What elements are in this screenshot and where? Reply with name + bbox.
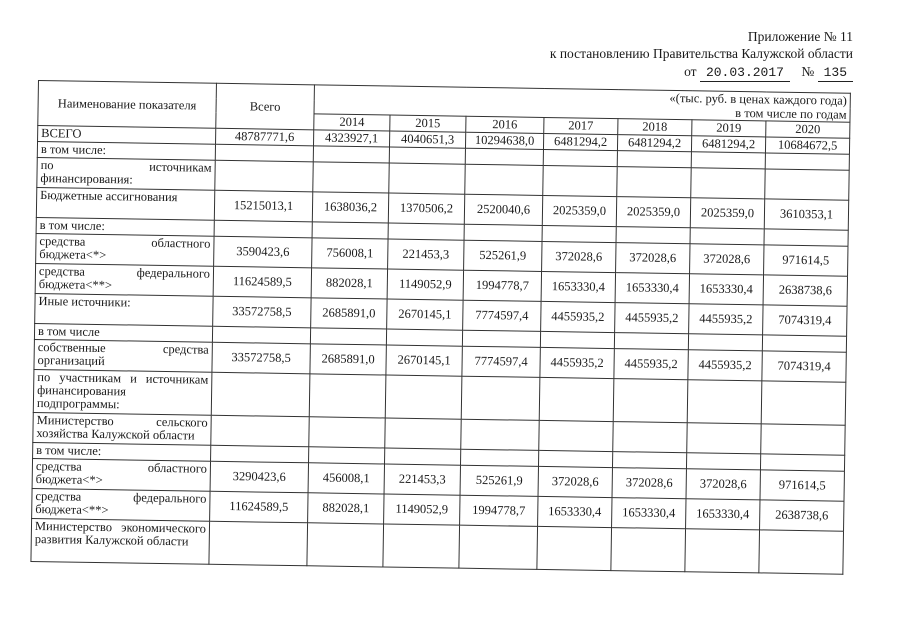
- row-label: средства федерального бюджета<**>: [35, 263, 213, 296]
- year-value-cell: 2025359,0: [616, 197, 690, 228]
- year-value-cell: 6481294,2: [543, 133, 617, 150]
- year-value-cell: [687, 423, 761, 454]
- row-label: по участникам и источникам финансирования подпрограммы:: [33, 369, 212, 415]
- year-header-cell: 2015: [390, 115, 466, 132]
- year-value-cell: [616, 227, 690, 244]
- year-value-cell: 1653330,4: [612, 498, 686, 529]
- year-value-cell: [383, 524, 460, 568]
- appendix-date: 20.03.2017: [700, 64, 790, 82]
- number-prefix: №: [801, 64, 815, 79]
- total-cell: 15215013,1: [214, 190, 312, 222]
- total-cell: [211, 372, 310, 417]
- year-value-cell: 372028,6: [542, 241, 616, 272]
- year-value-cell: [465, 164, 543, 195]
- year-value-cell: 1653330,4: [615, 273, 689, 304]
- total-cell: [215, 144, 313, 162]
- year-value-cell: 4455935,2: [614, 349, 688, 380]
- row-label: Иные источники:: [35, 293, 213, 326]
- financing-table: [30, 80, 851, 575]
- year-value-cell: 6481294,2: [691, 136, 765, 153]
- year-value-cell: 2670145,1: [387, 299, 463, 330]
- total-cell: 3290423,6: [210, 461, 308, 493]
- total-cell: 48787771,6: [216, 128, 314, 146]
- total-cell: [209, 521, 308, 566]
- appendix-number: 135: [818, 64, 853, 82]
- year-value-cell: 2638738,6: [763, 275, 848, 306]
- by-years-label: в том числе по годам: [314, 100, 850, 122]
- year-value-cell: 372028,6: [612, 468, 686, 499]
- year-value-cell: 7774597,4: [463, 300, 541, 331]
- year-value-cell: 2685891,0: [311, 298, 387, 329]
- year-value-cell: [691, 152, 765, 169]
- row-label: Министерство сельского хозяйства Калужской области: [33, 412, 211, 445]
- year-value-cell: [687, 380, 762, 424]
- year-value-cell: [386, 329, 462, 346]
- year-value-cell: [538, 450, 612, 467]
- year-value-cell: [307, 523, 384, 567]
- appendix-dateline: [550, 63, 853, 82]
- year-value-cell: [539, 420, 613, 451]
- year-header-cell: 2020: [766, 121, 850, 138]
- year-value-cell: [389, 163, 465, 194]
- year-value-cell: [543, 165, 617, 196]
- row-label: в том числе: [34, 323, 212, 342]
- year-value-cell: 7074319,4: [762, 351, 847, 382]
- total-cell: 3590423,6: [214, 236, 312, 268]
- year-value-cell: 1149052,9: [387, 269, 463, 300]
- year-value-cell: 525261,9: [464, 240, 542, 271]
- row-label: в том числе:: [36, 217, 214, 236]
- year-value-cell: 1994778,7: [460, 495, 538, 526]
- year-header-cell: 2019: [692, 120, 766, 137]
- year-header-cell: 2016: [466, 116, 544, 133]
- year-value-cell: [309, 417, 385, 448]
- year-value-cell: [617, 151, 691, 168]
- year-value-cell: [385, 418, 461, 449]
- year-value-cell: 4455935,2: [541, 301, 615, 332]
- year-value-cell: [762, 335, 846, 352]
- year-value-cell: [613, 379, 688, 423]
- year-value-cell: [761, 424, 846, 455]
- year-value-cell: [759, 530, 844, 574]
- year-value-cell: 1653330,4: [689, 274, 763, 305]
- year-value-cell: [613, 422, 687, 453]
- year-value-cell: [690, 228, 764, 245]
- year-value-cell: 525261,9: [460, 465, 538, 496]
- year-value-cell: [612, 452, 686, 469]
- year-header-cell: 2018: [618, 119, 692, 136]
- date-prefix: от: [684, 64, 697, 79]
- row-label: в том числе:: [37, 142, 215, 161]
- table-body: [31, 126, 850, 575]
- year-value-cell: 1653330,4: [538, 496, 612, 527]
- year-value-cell: 221453,3: [384, 464, 460, 495]
- year-value-cell: 6481294,2: [617, 135, 691, 152]
- year-value-cell: [385, 375, 462, 419]
- total-cell: 33572758,5: [213, 296, 311, 328]
- appendix-header: [550, 28, 853, 82]
- year-value-cell: 2685891,0: [310, 344, 386, 375]
- year-value-cell: 1370506,2: [388, 193, 464, 224]
- row-label: в том числе:: [33, 442, 211, 461]
- total-cell: 11624589,5: [213, 266, 311, 298]
- year-value-cell: 2670145,1: [386, 345, 462, 376]
- year-value-cell: 372028,6: [538, 466, 612, 497]
- year-value-cell: 4040651,3: [389, 131, 465, 148]
- year-header-cell: 2017: [544, 117, 618, 134]
- total-cell: [215, 160, 313, 192]
- year-value-cell: 372028,6: [616, 243, 690, 274]
- year-value-cell: [464, 224, 542, 241]
- year-value-cell: 372028,6: [690, 244, 764, 275]
- year-value-cell: [540, 331, 614, 348]
- row-label: собственные средства организаций: [34, 339, 212, 372]
- year-header-cell: 2014: [314, 114, 390, 131]
- year-value-cell: 882028,1: [308, 493, 384, 524]
- year-value-cell: [765, 169, 850, 200]
- year-value-cell: [761, 381, 846, 425]
- year-value-cell: 971614,5: [760, 470, 845, 501]
- year-value-cell: 756008,1: [312, 238, 388, 269]
- total-cell: 33572758,5: [212, 342, 310, 374]
- year-value-cell: 1638036,2: [312, 192, 388, 223]
- year-value-cell: [310, 328, 386, 345]
- year-value-cell: [537, 526, 612, 570]
- year-value-cell: [385, 448, 461, 465]
- year-value-cell: 1653330,4: [541, 271, 615, 302]
- year-value-cell: 882028,1: [311, 268, 387, 299]
- total-cell: [211, 445, 309, 463]
- year-value-cell: 4455935,2: [688, 350, 762, 381]
- year-value-cell: [685, 529, 760, 573]
- year-value-cell: [691, 168, 765, 199]
- year-value-cell: 2025359,0: [690, 198, 764, 229]
- year-value-cell: [389, 147, 465, 164]
- year-value-cell: 971614,5: [764, 245, 849, 276]
- year-value-cell: [388, 223, 464, 240]
- year-value-cell: 4455935,2: [615, 303, 689, 334]
- header-name-cell: Наименование показателя: [38, 81, 217, 129]
- year-value-cell: [688, 334, 762, 351]
- row-label: Министерство экономического развития Калужской области: [31, 518, 210, 564]
- year-value-cell: 4323927,1: [313, 130, 389, 147]
- appendix-title: Приложение № 11: [747, 29, 853, 44]
- year-value-cell: 7074319,4: [763, 305, 848, 336]
- year-value-cell: [760, 454, 844, 471]
- year-value-cell: [465, 148, 543, 165]
- year-value-cell: [765, 153, 849, 170]
- year-value-cell: [617, 167, 691, 198]
- year-value-cell: [539, 377, 614, 421]
- year-value-cell: 10684672,5: [765, 137, 849, 154]
- year-value-cell: 4455935,2: [540, 347, 614, 378]
- year-value-cell: 10294638,0: [465, 132, 543, 149]
- year-value-cell: [686, 453, 760, 470]
- year-value-cell: [461, 449, 539, 466]
- row-label: средства областного бюджета<*>: [36, 233, 214, 266]
- year-value-cell: 3610353,1: [764, 199, 849, 230]
- year-value-cell: 2638738,6: [760, 500, 845, 531]
- year-value-cell: [461, 376, 540, 420]
- year-value-cell: 7774597,4: [462, 346, 540, 377]
- total-cell: 11624589,5: [210, 491, 308, 523]
- year-value-cell: [312, 222, 388, 239]
- year-value-cell: 1149052,9: [384, 494, 460, 525]
- unit-note: «(тыс. руб. в ценах каждого года): [314, 85, 850, 109]
- year-value-cell: [611, 528, 686, 572]
- year-value-cell: 4455935,2: [689, 304, 763, 335]
- total-cell: [212, 326, 310, 344]
- total-cell: [214, 220, 312, 238]
- header-total-cell: Всего: [216, 83, 315, 130]
- year-value-cell: 1653330,4: [686, 499, 760, 530]
- year-value-cell: [313, 162, 389, 193]
- total-cell: [211, 415, 309, 447]
- year-value-cell: 1994778,7: [463, 270, 541, 301]
- row-label: средства областного бюджета<*>: [32, 458, 210, 491]
- year-value-cell: [313, 146, 389, 163]
- year-value-cell: [764, 229, 848, 246]
- row-label: средства федерального бюджета<**>: [32, 488, 210, 521]
- year-value-cell: [543, 149, 617, 166]
- year-value-cell: [462, 330, 540, 347]
- row-label: ВСЕГО: [38, 126, 216, 145]
- year-value-cell: 372028,6: [686, 469, 760, 500]
- row-label: Бюджетные ассигнования: [36, 187, 214, 220]
- year-value-cell: 221453,3: [388, 239, 464, 270]
- appendix-subtitle: к постановлению Правительства Калужской области: [549, 46, 853, 61]
- year-value-cell: [309, 447, 385, 464]
- year-value-cell: [459, 525, 538, 569]
- year-value-cell: [614, 333, 688, 350]
- year-value-cell: 2025359,0: [542, 195, 616, 226]
- year-value-cell: [542, 225, 616, 242]
- financing-table-wrap: [30, 80, 849, 575]
- year-value-cell: 456008,1: [308, 463, 384, 494]
- year-value-cell: [461, 419, 539, 450]
- year-value-cell: 2520040,6: [464, 194, 542, 225]
- year-value-cell: [309, 374, 386, 418]
- row-label: по источникам финансирования:: [37, 157, 215, 190]
